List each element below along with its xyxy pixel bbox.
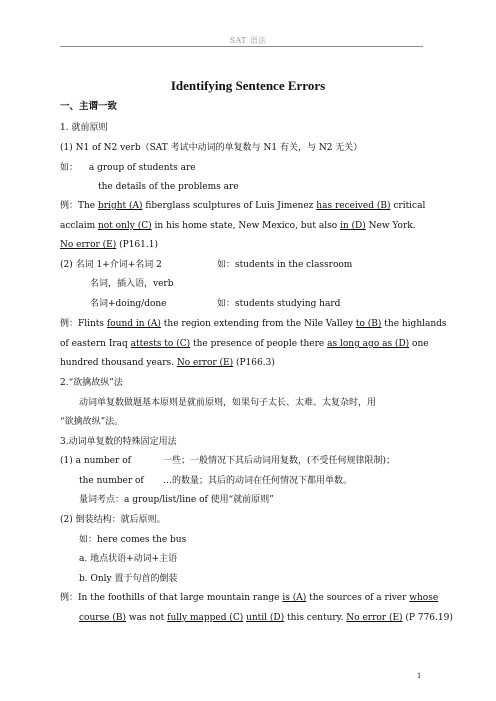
q-option: course (B): [79, 613, 126, 623]
q-text: critical: [390, 201, 426, 211]
q-text: the highlands: [381, 319, 447, 329]
page-number: 1: [417, 671, 421, 680]
q-text: fiberglass sculptures of Luis Jimenez: [142, 201, 317, 211]
question-line: [60, 220, 416, 232]
question-line: [79, 612, 453, 624]
q-text: (P 776.19): [402, 613, 453, 623]
rule-text: 一些；一般情况下其后动词用复数，(不受任何规律限制)；: [163, 456, 396, 466]
example-line: [60, 162, 196, 174]
example-line: the details of the problems are: [98, 182, 239, 192]
question-line: [60, 357, 275, 369]
question-line: [60, 239, 158, 251]
q-text: one: [409, 339, 429, 349]
paragraph-line: 动词单复数做题基本原则是就前原则，如果句子太长、太难、太复杂时，用: [79, 398, 377, 408]
example-label: 如：: [60, 163, 79, 173]
rule-text: (1) a number of: [60, 456, 131, 466]
running-header: SAT 语法: [229, 36, 267, 45]
rule-text: …的数量；其后的动词在任何情况下都用单数。: [163, 476, 353, 486]
rule-text: (2) 名词 1+介词+名词 2: [60, 260, 162, 270]
example-text: a group of students are: [88, 163, 196, 173]
question-line: [60, 592, 438, 604]
rule-text: 名词+doing/done: [90, 299, 167, 309]
q-option: has received (B): [316, 201, 391, 211]
q-option: in (D): [339, 221, 366, 231]
q-option: until (D): [246, 613, 285, 623]
section-heading: 一、主谓一致: [60, 101, 118, 112]
subsection-heading: 3.动词单复数的特殊固定用法: [60, 437, 177, 447]
q-text: (P161.1): [116, 240, 158, 250]
q-option: found in (A): [106, 319, 161, 329]
q-text: 例：Flints: [60, 319, 107, 329]
question-line: [60, 200, 425, 212]
q-option: fully mapped (C): [167, 613, 244, 623]
q-option: No error (E): [346, 613, 403, 623]
rule-text: (1) N1 of N2 verb（SAT 考试中动词的单复数与 N1 有关，与 N2 无关）: [60, 143, 363, 153]
q-option: to (B): [355, 319, 382, 329]
rule-text: 名词，插入语，verb: [90, 279, 174, 289]
rule-text: the number of: [79, 476, 144, 486]
q-option: No error (E): [176, 358, 234, 368]
example-text: 如：students in the classroom: [217, 260, 353, 270]
q-option: attests to (C): [130, 339, 191, 349]
q-option: as long ago as (D): [327, 339, 410, 349]
q-text: the sources of a river: [306, 593, 410, 603]
example-text: 如：here comes the bus: [79, 535, 187, 545]
q-text: New York.: [365, 221, 416, 231]
rule-text: (2) 倒装结构：就后原则。: [60, 515, 166, 525]
q-text: hundred thousand years.: [60, 358, 177, 368]
q-option: No error (E): [60, 240, 117, 250]
q-text: the presence of people there: [190, 339, 328, 349]
q-text: was not: [126, 613, 168, 623]
question-line: [60, 338, 429, 350]
q-text: of eastern Iraq: [60, 339, 131, 349]
header-rule: [60, 46, 423, 47]
question-line: [60, 318, 447, 330]
q-option: whose: [409, 593, 439, 603]
example-text: 如：students studying hard: [217, 299, 341, 309]
q-text: acclaim: [60, 221, 98, 231]
q-text: this century.: [284, 613, 347, 623]
q-text: the region extending from the Nile Valley: [160, 319, 356, 329]
q-text: 例：The: [60, 201, 98, 211]
subsection-heading: 1. 就前原则: [60, 123, 108, 133]
rule-text: a. 地点状语+动词+主语: [79, 554, 178, 564]
q-text: 例：In the foothills of that large mountain range: [60, 593, 283, 603]
subsection-heading: 2.“欲擒故纵”法: [60, 378, 123, 388]
q-option: is (A): [282, 593, 307, 603]
page-title: Identifying Sentence Errors: [170, 78, 326, 93]
q-option: not only (C): [97, 221, 152, 231]
q-text: in his home state, New Mexico, but also: [151, 221, 340, 231]
rule-text: 量词考点：a group/list/line of 使用“就前原则”: [79, 495, 274, 505]
rule-text: b. Only 置于句首的倒装: [79, 574, 178, 584]
q-text: (P166.3): [233, 358, 275, 368]
q-option: bright (A): [98, 201, 143, 211]
paragraph-line: “欲擒故纵”法。: [60, 417, 124, 427]
